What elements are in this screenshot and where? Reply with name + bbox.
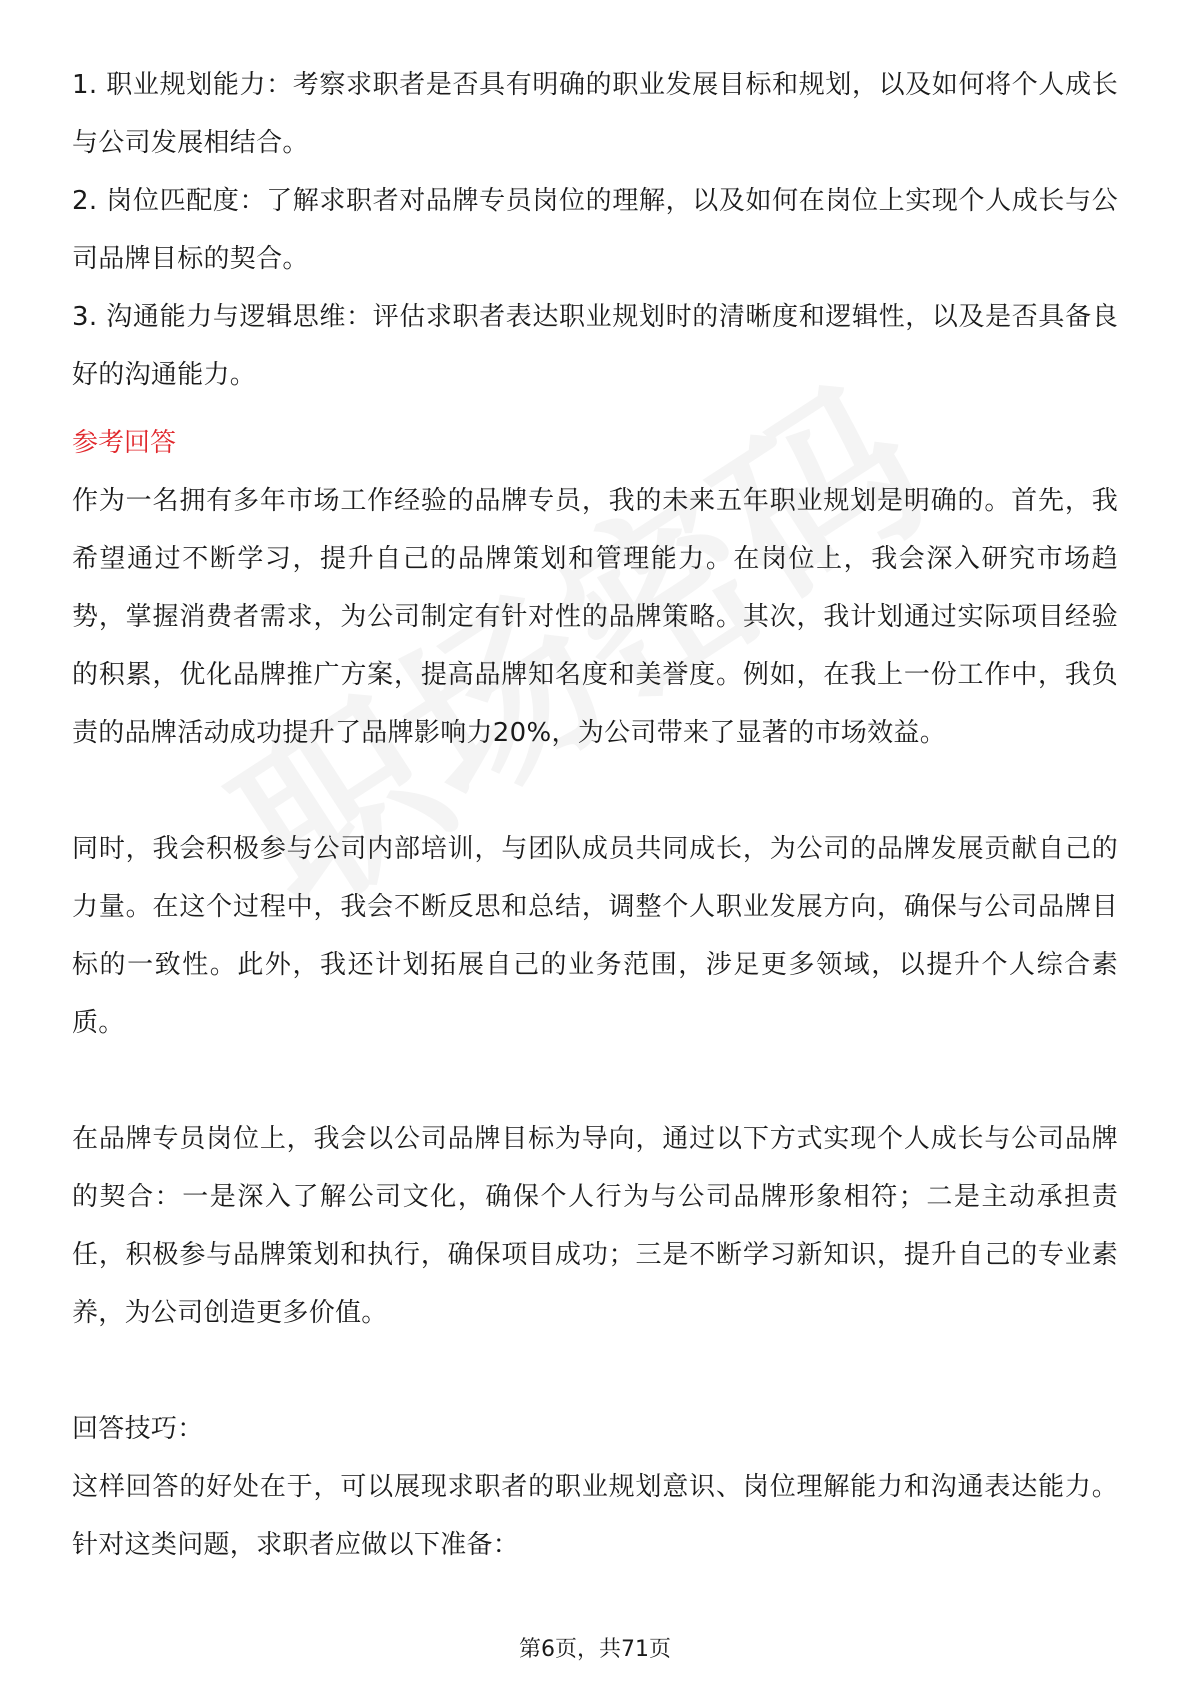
page-content <box>72 56 1118 1574</box>
criterion-2: 2. 岗位匹配度：了解求职者对品牌专员岗位的理解，以及如何在岗位上实现个人成长与公司品牌目标的契合。 <box>72 186 1118 274</box>
criterion-3: 3. 沟通能力与逻辑思维：评估求职者表达职业规划时的清晰度和逻辑性，以及是否具备良好的沟通能力。 <box>72 302 1118 390</box>
criterion-1: 1. 职业规划能力：考察求职者是否具有明确的职业发展目标和规划，以及如何将个人成长与公司发展相结合。 <box>72 70 1118 158</box>
page-number-footer: 第6页，共71页 <box>519 1637 671 1662</box>
reference-answer-heading: 参考回答 <box>72 428 177 458</box>
answer-paragraph-1: 作为一名拥有多年市场工作经验的品牌专员，我的未来五年职业规划是明确的。首先，我希望通过不断学习，提升自己的品牌策划和管理能力。在岗位上，我会深入研究市场趋势，掌握消费者需求，为公司制定有针对性的品牌策略。其次，我计划通过实际项目经验的积累，优化品牌推广方案，提高品牌知名度和美誉度。例如，在我上一份工作中，我负责的品牌活动成功提升了品牌影响力20%，为公司带来了显著的市场效益。 <box>72 486 1118 748</box>
tips-paragraph: 这样回答的好处在于，可以展现求职者的职业规划意识、岗位理解能力和沟通表达能力。针对这类问题，求职者应做以下准备： <box>72 1472 1118 1560</box>
answer-paragraph-3: 在品牌专员岗位上，我会以公司品牌目标为导向，通过以下方式实现个人成长与公司品牌的契合：一是深入了解公司文化，确保个人行为与公司品牌形象相符；二是主动承担责任，积极参与品牌策划和执行，确保项目成功；三是不断学习新知识，提升自己的专业素养，为公司创造更多价值。 <box>72 1124 1118 1328</box>
answer-paragraph-2: 同时，我会积极参与公司内部培训，与团队成员共同成长，为公司的品牌发展贡献自己的力量。在这个过程中，我会不断反思和总结，调整个人职业发展方向，确保与公司品牌目标的一致性。此外，我还计划拓展自己的业务范围，涉足更多领域，以提升个人综合素质。 <box>72 834 1118 1038</box>
tips-heading: 回答技巧： <box>72 1414 204 1444</box>
